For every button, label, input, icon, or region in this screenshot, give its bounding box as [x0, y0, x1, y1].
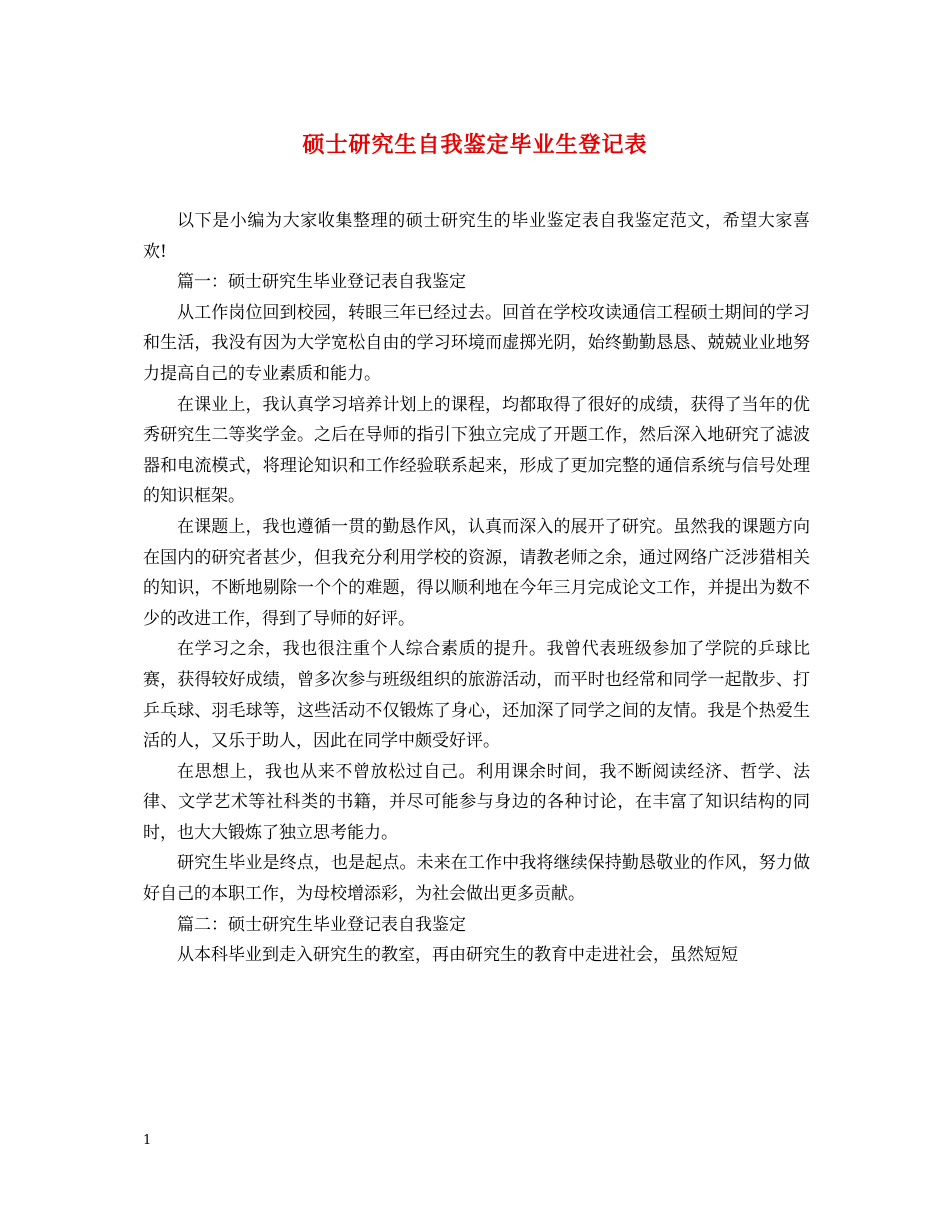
paragraph: 在课题上，我也遵循一贯的勤恳作风，认真而深入的展开了研究。虽然我的课题方向在国内的研究者甚少，但我充分利用学校的资源，请教老师之余，通过网络广泛涉猎相关的知识，不断地剔除一个个的难题，得以顺利地在今年三月完成论文工作，并提出为数不少的改进工作，得到了导师的好评。 [143, 516, 810, 629]
document-title: 硕士研究生自我鉴定毕业生登记表 [302, 133, 648, 158]
section-heading-part-two: 篇二：硕士研究生毕业登记表自我鉴定 [177, 914, 466, 935]
paragraph: 从本科毕业到走入研究生的教室，再由研究生的教育中走进社会，虽然短短 [177, 945, 738, 966]
paragraph-intro: 以下是小编为大家收集整理的硕士研究生的毕业鉴定表自我鉴定范文，希望大家喜欢! [143, 211, 810, 262]
page-number: 1 [143, 1133, 152, 1148]
paragraph: 研究生毕业是终点，也是起点。未来在工作中我将继续保持勤恳敬业的作风，努力做好自己的本职工作，为母校增添彩，为社会做出更多贡献。 [143, 853, 810, 905]
section-heading-part-one: 篇一：硕士研究生毕业登记表自我鉴定 [177, 272, 466, 293]
paragraph: 在思想上，我也从来不曾放松过自己。利用课余时间，我不断阅读经济、哲学、法律、文学艺术等社科类的书籍，并尽可能参与身边的各种讨论，在丰富了知识结构的同时，也大大锻炼了独立思考能力。 [143, 761, 810, 843]
paragraph: 在学习之余，我也很注重个人综合素质的提升。我曾代表班级参加了学院的乒球比赛，获得较好成绩，曾多次参与班级组织的旅游活动，而平时也经常和同学一起散步、打乒乓球、羽毛球等，这些活动不仅锻炼了身心，还加深了同学之间的友情。我是个热爱生活的人，又乐于助人，因此在同学中颇受好评。 [143, 639, 810, 752]
paragraph: 在课业上，我认真学习培养计划上的课程，均都取得了很好的成绩，获得了当年的优秀研究生二等奖学金。之后在导师的指引下独立完成了开题工作，然后深入地研究了滤波器和电流模式，将理论知识和工作经验联系起来，形成了更加完整的通信系统与信号处理的知识框架。 [143, 394, 810, 507]
document-body [143, 206, 810, 971]
paragraph: 从工作岗位回到校园，转眼三年已经过去。回首在学校攻读通信工程硕士期间的学习和生活，我没有因为大学宽松自由的学习环境而虚掷光阴，始终勤勤恳恳、兢兢业业地努力提高自己的专业素质和能力。 [143, 302, 810, 384]
